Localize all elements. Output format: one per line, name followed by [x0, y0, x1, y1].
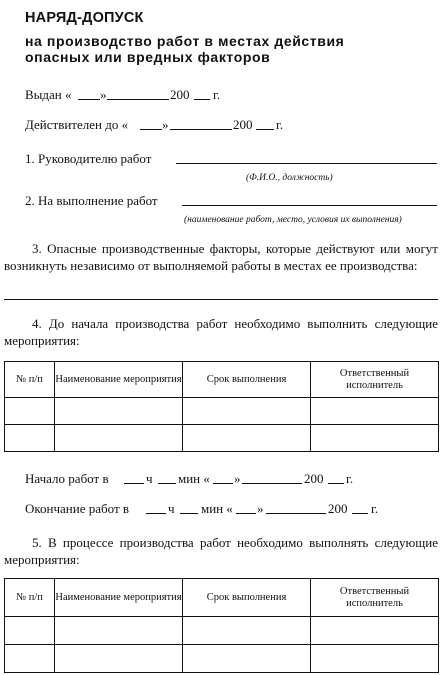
end-minute-field[interactable]: [180, 513, 198, 514]
start-mid: »: [234, 471, 241, 486]
end-mid: »: [257, 501, 264, 516]
valid-until-month-field[interactable]: [170, 129, 232, 130]
start-minute-label: мин «: [178, 471, 210, 486]
start-day-field[interactable]: [213, 483, 233, 484]
table-cell[interactable]: [5, 645, 55, 673]
table-row: [5, 425, 439, 452]
header-responsible: Ответственный исполнитель: [311, 362, 439, 398]
start-hour-field[interactable]: [124, 483, 144, 484]
valid-until-mid: »: [162, 117, 169, 132]
start-minute-field[interactable]: [158, 483, 176, 484]
header-num: № п/п: [5, 362, 55, 398]
end-suffix: г.: [371, 501, 379, 516]
in-process-measures-table: [4, 578, 439, 673]
issued-suffix: г.: [213, 87, 221, 102]
table-header-row: [5, 579, 439, 617]
table-row: [5, 617, 439, 645]
issued-day-field[interactable]: [78, 99, 100, 100]
table-cell[interactable]: [5, 617, 55, 645]
end-day-field[interactable]: [236, 513, 256, 514]
table-row: [5, 398, 439, 425]
item-1-label: 1. Руководителю работ: [25, 151, 152, 166]
header-measure-name: Наименование мероприятия: [55, 362, 183, 398]
document-title: НАРЯД-ДОПУСК: [25, 10, 144, 26]
table-cell[interactable]: [183, 617, 311, 645]
start-year-field[interactable]: [328, 483, 344, 484]
end-year-field[interactable]: [352, 513, 368, 514]
start-year-prefix: 200: [304, 471, 324, 486]
valid-until-year-prefix: 200: [233, 117, 253, 132]
table-cell[interactable]: [183, 398, 311, 425]
table-cell[interactable]: [183, 425, 311, 452]
table-cell[interactable]: [183, 645, 311, 673]
table-cell[interactable]: [311, 425, 439, 452]
issued-prefix: Выдан «: [25, 87, 72, 102]
issued-month-field[interactable]: [107, 99, 169, 100]
table-cell[interactable]: [55, 398, 183, 425]
valid-until-day-field[interactable]: [140, 129, 162, 130]
table-cell[interactable]: [311, 398, 439, 425]
header-measure-name: Наименование мероприятия: [55, 579, 183, 617]
header-num: № п/п: [5, 579, 55, 617]
item-1-hint: (Ф.И.О., должность): [246, 173, 333, 183]
table-cell[interactable]: [55, 617, 183, 645]
table-cell[interactable]: [5, 425, 55, 452]
valid-until-prefix: Действителен до «: [25, 117, 129, 132]
work-supervisor-field[interactable]: [176, 163, 437, 164]
item-4-paragraph: 4. До начала производства работ необходимо выполнить следующие мероприятия:: [4, 316, 438, 348]
valid-until-year-field[interactable]: [256, 129, 274, 130]
work-description-field[interactable]: [182, 205, 437, 206]
header-responsible: Ответственный исполнитель: [311, 579, 439, 617]
issued-year-field[interactable]: [194, 99, 210, 100]
end-prefix: Окончание работ в: [25, 501, 130, 516]
table-cell[interactable]: [55, 645, 183, 673]
end-year-prefix: 200: [328, 501, 348, 516]
header-deadline: Срок выполнения: [183, 579, 311, 617]
hazard-factors-field[interactable]: [4, 299, 438, 300]
header-deadline: Срок выполнения: [183, 362, 311, 398]
start-prefix: Начало работ в: [25, 471, 109, 486]
document-subtitle-line-1: на производство работ в местах действия: [25, 33, 345, 49]
table-row: [5, 645, 439, 673]
pre-work-measures-table: [4, 361, 439, 452]
table-cell[interactable]: [55, 425, 183, 452]
item-3-paragraph: 3. Опасные производственные факторы, которые действуют или могут возникнуть независимо от выполняемой работы в местах ее производства:: [4, 241, 438, 273]
end-minute-label: мин «: [201, 501, 233, 516]
issued-year-prefix: 200: [170, 87, 190, 102]
valid-until-suffix: г.: [276, 117, 284, 132]
end-hour-field[interactable]: [146, 513, 166, 514]
start-month-field[interactable]: [242, 483, 302, 484]
item-2-hint: (наименование работ, место, условия их выполнения): [184, 215, 402, 225]
table-cell[interactable]: [311, 617, 439, 645]
table-header-row: [5, 362, 439, 398]
table-cell[interactable]: [5, 398, 55, 425]
start-suffix: г.: [346, 471, 354, 486]
start-hour-label: ч: [146, 471, 153, 486]
end-month-field[interactable]: [266, 513, 326, 514]
document-subtitle-line-2: опасных или вредных факторов: [25, 49, 271, 65]
issued-mid: »: [100, 87, 107, 102]
end-hour-label: ч: [168, 501, 175, 516]
item-2-label: 2. На выполнение работ: [25, 193, 158, 208]
table-cell[interactable]: [311, 645, 439, 673]
item-5-paragraph: 5. В процессе производства работ необходимо выполнять следующие мероприятия:: [4, 535, 438, 567]
